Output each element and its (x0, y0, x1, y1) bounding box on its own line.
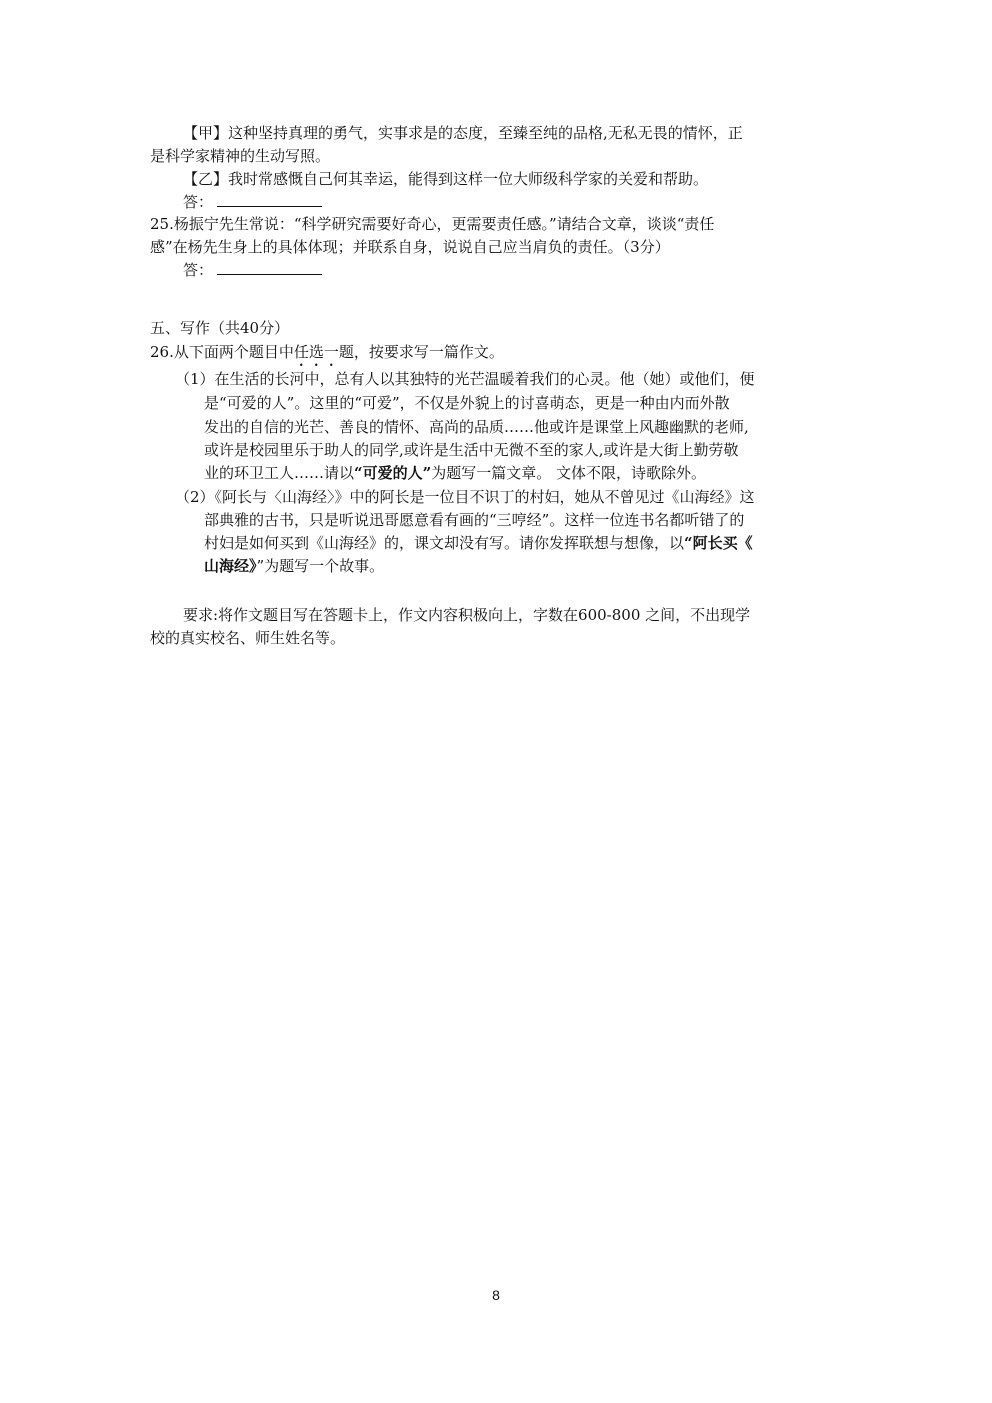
q26-stem-emphasis: 任选一 (293, 343, 339, 361)
q26-option2-line-4 (204, 555, 384, 577)
option1-title: “可爱的人” (354, 464, 432, 482)
q26-option1-line-3: 发出的自信的光芒、善良的情怀、高尚的品质……他或许是课堂上风趣幽默的老师, (204, 418, 749, 436)
option1-text: 业的环卫工人……请以 (204, 464, 355, 482)
q24-jia-line-1: 【甲】这种坚持真理的勇气，实事求是的态度，至臻至纯的品格,无私无畏的情怀，正 (183, 124, 743, 142)
answer-label: 答： (183, 261, 214, 279)
q26-requirement-line-2: 校的真实校名、师生姓名等。 (150, 629, 346, 647)
q24-answer (183, 191, 322, 213)
answer-label: 答： (183, 193, 214, 211)
q24-jia-line-2: 是科学家精神的生动写照。 (150, 147, 331, 165)
option2-title-start: “阿长买《 (684, 534, 753, 552)
q26-option2-line-1: （2）《阿长与〈山海经〉》中的阿长是一位目不识丁的村妇，她从不曾见过《山海经》这 (175, 488, 755, 506)
q26-option1-line-1: （1）在生活的长河中，总有人以其独特的光芒温暖着我们的心灵。他（她）或他们，便 (175, 370, 755, 388)
q26-option2-line-3 (204, 532, 753, 554)
answer-blank[interactable] (217, 260, 322, 275)
q26-stem (150, 341, 504, 370)
q26-option1-line-2: 是“可爱的人”。这里的“可爱”，不仅是外貌上的讨喜萌态，更是一种由内而外散 (204, 394, 730, 412)
q26-option1-line-5 (204, 462, 706, 484)
option2-text: 村妇是如何买到《山海经》的，课文却没有写。请你发挥联想与想像，以 (204, 534, 685, 552)
q26-option2-line-2: 部典雅的古书，只是听说迅哥愿意看有画的“三哼经”。这样一位连书名都听错了的 (204, 511, 745, 529)
q26-requirement-line-1: 要求:将作文题目写在答题卡上，作文内容积极向上，字数在600-800 之间，不出现学 (183, 606, 751, 624)
q25-line-2: 感”在杨先生身上的具体体现；并联系自身，说说自己应当肩负的责任。（3分） (150, 238, 670, 256)
option2-text-end: ”为题写一个故事。 (256, 557, 385, 575)
q26-option1-line-4: 或许是校园里乐于助人的同学,或许是生活中无微不至的家人,或许是大街上勤劳敬 (204, 441, 739, 459)
q25-answer (183, 259, 322, 281)
section-heading-writing: 五、写作（共40分） (150, 319, 290, 337)
q24-yi-line-1: 【乙】我时常感慨自己何其幸运，能得到这样一位大师级科学家的关爱和帮助。 (183, 170, 709, 188)
option1-text-end: 为题写一篇文章。 文体不限，诗歌除外。 (431, 464, 707, 482)
q25-line-1: 25.杨振宁先生常说：“科学研究需要好奇心，更需要责任感。”请结合文章，谈谈“责任 (150, 215, 715, 233)
answer-blank[interactable] (217, 192, 322, 207)
q26-stem-after: 题，按要求写一篇作文。 (338, 343, 504, 361)
q26-stem-before: 26.从下面两个题目中 (150, 343, 294, 361)
page-number: 8 (492, 1287, 500, 1303)
option2-title-end: 山海经》 (204, 557, 257, 575)
